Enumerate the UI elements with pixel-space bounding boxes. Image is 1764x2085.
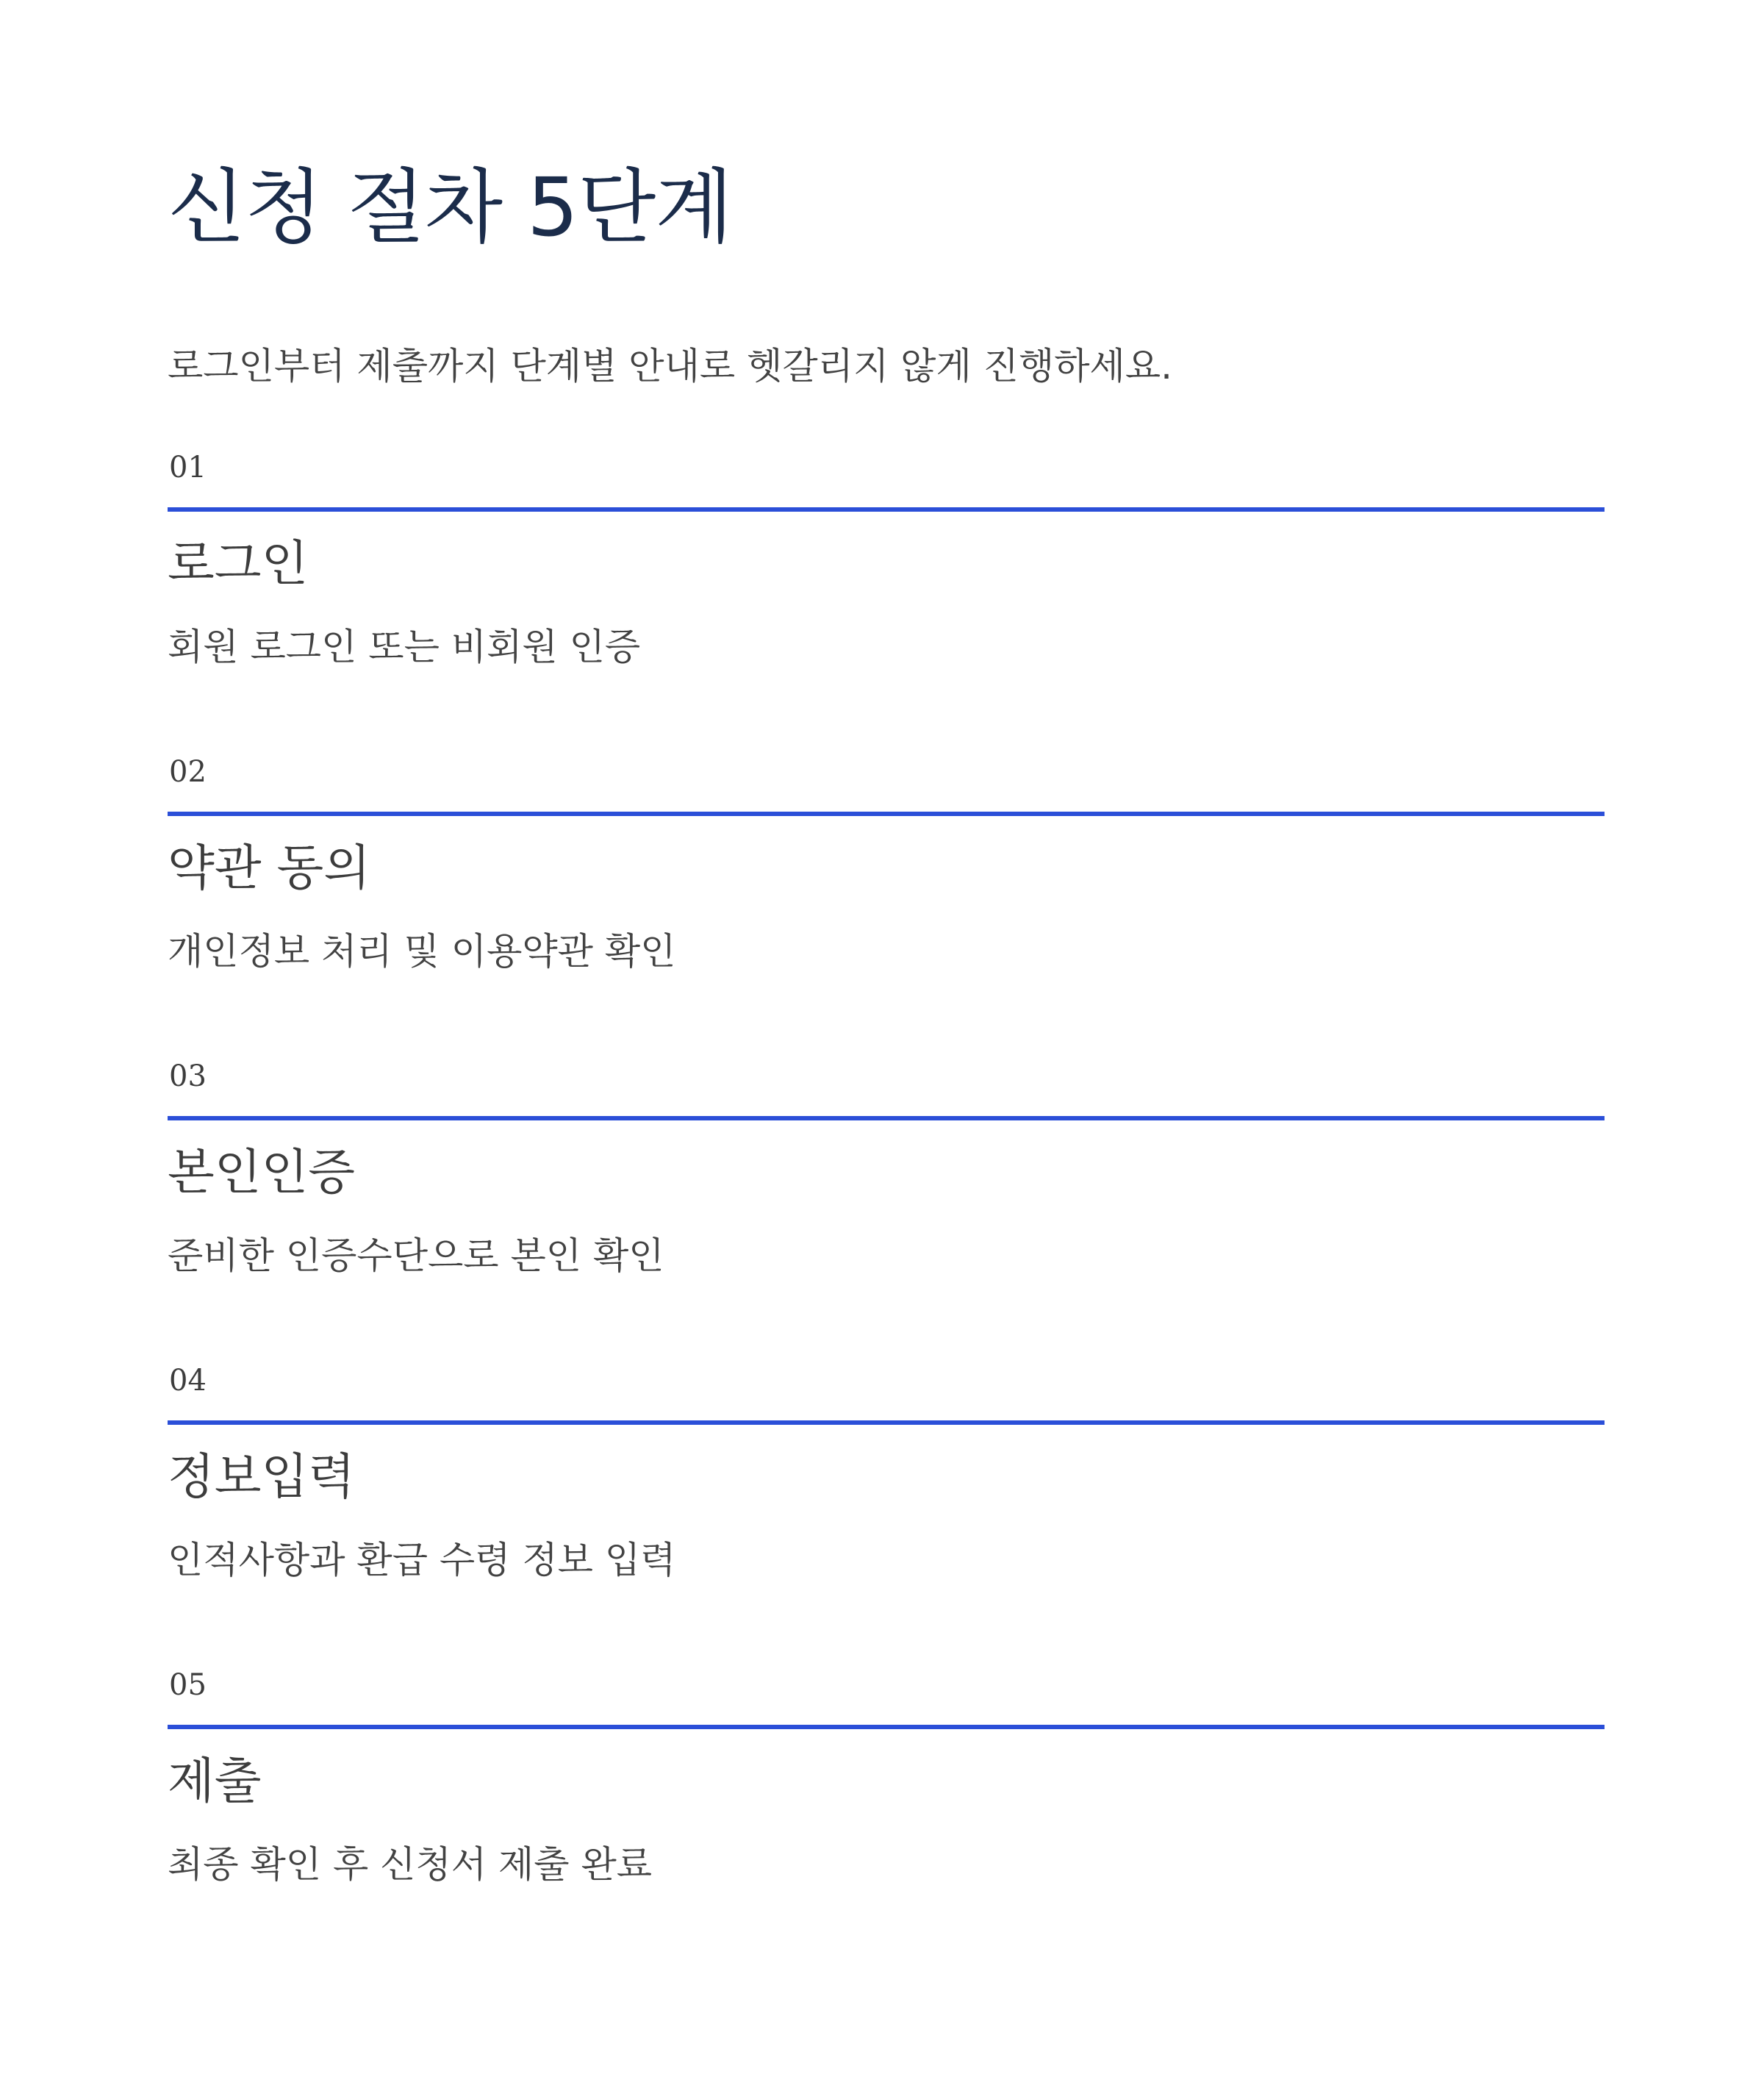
step-number: 03	[169, 1059, 207, 1093]
step-title: 약관 동의	[168, 840, 371, 896]
step-title: 로그인	[168, 535, 309, 592]
step-item-login	[168, 447, 1605, 751]
step-item-terms-agreement	[168, 751, 1605, 1056]
step-number: 04	[169, 1364, 207, 1398]
step-number: 05	[169, 1668, 207, 1702]
step-item-identity-verification	[168, 1056, 1605, 1360]
step-number: 01	[169, 451, 207, 484]
step-title: 정보입력	[168, 1448, 356, 1505]
step-list	[168, 447, 1605, 1969]
step-item-information-entry	[168, 1360, 1605, 1664]
step-number: 02	[169, 755, 207, 789]
step-divider	[168, 1116, 1605, 1120]
step-description: 최종 확인 후 신청서 제출 완료	[168, 1843, 653, 1886]
step-description: 개인정보 처리 및 이용약관 확인	[168, 930, 676, 973]
step-divider	[168, 1420, 1605, 1425]
step-divider	[168, 507, 1605, 512]
step-divider	[168, 812, 1605, 816]
step-divider	[168, 1725, 1605, 1729]
page-title: 신청 절차 5단계	[168, 160, 733, 254]
step-title: 본인인증	[168, 1144, 356, 1201]
step-title: 제출	[168, 1753, 262, 1809]
page-subtitle: 로그인부터 제출까지 단계별 안내로 헷갈리지 않게 진행하세요.	[168, 345, 1173, 387]
step-description: 인적사항과 환급 수령 정보 입력	[168, 1539, 676, 1581]
step-item-submission	[168, 1664, 1605, 1969]
step-description: 준비한 인증수단으로 본인 확인	[168, 1234, 664, 1277]
step-description: 회원 로그인 또는 비회원 인증	[168, 626, 641, 668]
